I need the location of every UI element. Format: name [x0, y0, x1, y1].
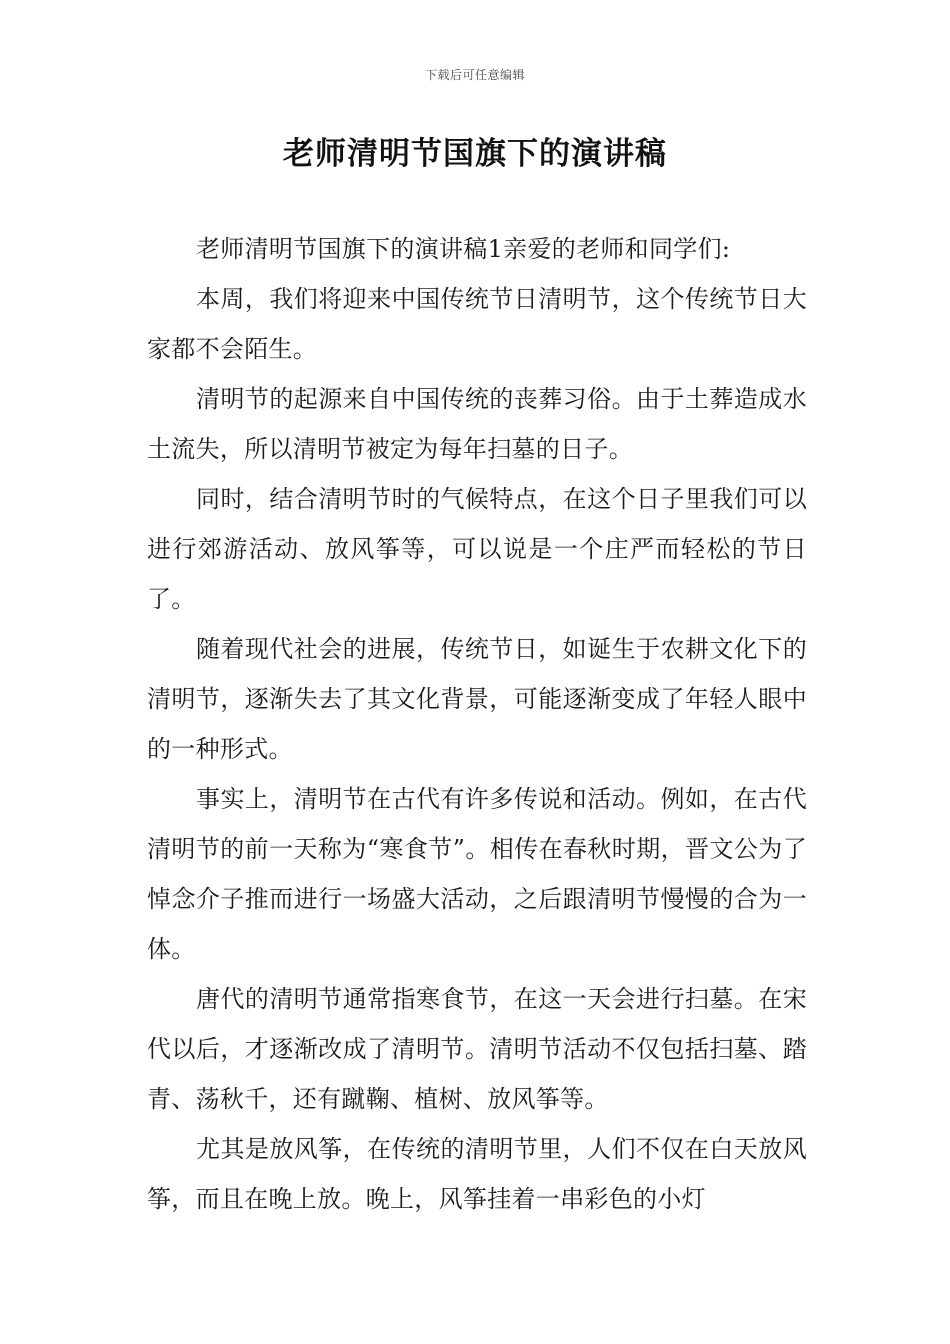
paragraph: 唐代的清明节通常指寒食节，在这一天会进行扫墓。在宋代以后，才逐渐改成了清明节。清明节活动不仅包括扫墓、踏青、荡秋千，还有蹴鞠、植树、放风筝等。: [147, 985, 807, 1113]
document-title: 老师清明节国旗下的演讲稿: [283, 136, 667, 172]
document-body: [147, 224, 807, 1224]
paragraph: 尤其是放风筝，在传统的清明节里，人们不仅在白天放风筝，而且在晚上放。晚上，风筝挂着一串彩色的小灯: [147, 1135, 807, 1213]
paragraph: 随着现代社会的进展，传统节日，如诞生于农耕文化下的清明节，逐渐失去了其文化背景，可能逐渐变成了年轻人眼中的一种形式。: [147, 635, 807, 763]
paragraph: 同时，结合清明节时的气候特点，在这个日子里我们可以进行郊游活动、放风筝等，可以说是一个庄严而轻松的节日了。: [147, 485, 807, 613]
paragraph: 本周，我们将迎来中国传统节日清明节，这个传统节日大家都不会陌生。: [147, 285, 807, 363]
paragraph: 事实上，清明节在古代有许多传说和活动。例如，在古代清明节的前一天称为“寒食节”。相传在春秋时期，晋文公为了悼念介子推而进行一场盛大活动，之后跟清明节慢慢的合为一体。: [147, 785, 807, 963]
header-note: 下载后可任意编辑: [424, 68, 525, 82]
paragraph: 老师清明节国旗下的演讲稿1亲爱的老师和同学们:: [196, 235, 731, 263]
paragraph: 清明节的起源来自中国传统的丧葬习俗。由于土葬造成水土流失，所以清明节被定为每年扫墓的日子。: [147, 385, 807, 463]
